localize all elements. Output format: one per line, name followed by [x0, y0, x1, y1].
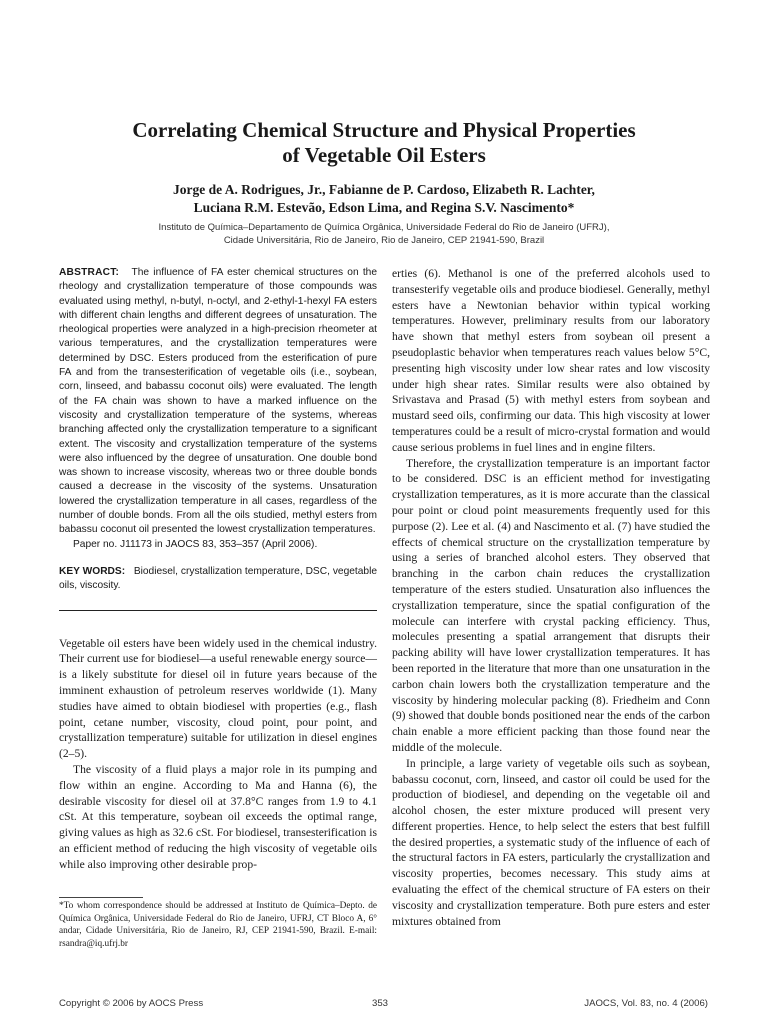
page-number: 353 — [372, 998, 389, 1009]
body-paragraph: In principle, a large variety of vegetable oils such as soybean, babassu coconut, corn, linseed, and castor oil could be used for the production of biodiesel, and depending on the vegetable oil and alcohol chosen, the ester mixture produced will present very different properties. Hence, to help select the esters that best fulfill the desired properties, a systematic study of the influence of each of the structural factors in FA esters, particularly the crystallization and viscosity properties, becomes necessary. This study aims at evaluating the effect of the chemical structure of FA esters on their viscosity and crystallization temperature. Both pure esters and ester mixtures obtained from — [392, 756, 710, 928]
affiliation-line-2: Cidade Universitária, Rio de Janeiro, Rio de Janeiro, CEP 21941-590, Brazil — [223, 235, 545, 246]
article-title — [0, 118, 768, 168]
footnote-divider — [59, 897, 143, 898]
section-divider — [59, 610, 377, 611]
body-paragraph: Therefore, the crystallization temperature is an important factor to be considered. DSC is an efficient method for investigating crystallization temperatures, as it is more accurate than the classical pour point or cloud point measurements frequently used for this purpose (2). Lee et al. (4) and Nascimento et al. (7) have studied the effects of chemical structure on the crystallization temperature by using a series of branched alcohol esters. They observed that branching in the carbon chain reduces the crystallization temperature of the esters studied. Unsaturation also influences the crystallization temperature, since the spatial configuration of the molecule can interfere with crystal packing efficiency. Thus, molecules presenting a spatial arrangement that disrupts their packing ability will have lower crystallization temperatures. It has been reported in the literature that more than one unsaturation in the carbon chain lowers both the crystallization temperature and the viscosity by hindering molecular packing (8). Friedheim and Conn (9) showed that double bonds positioned near the ends of the carbon chain enable a more efficient packing than those found near the middle of the molecule. — [392, 456, 710, 754]
body-paragraph: The viscosity of a fluid plays a major role in its pumping and flow within an engine. According to Ma and Hanna (6), the desirable viscosity for diesel oil at 37.8°C ranges from 1.9 to 4.1 cSt. At this temperature, soybean oil exceeds the optimal range, giving values as high as 32.6 cSt. For biodiesel, transesterification is an efficient method of reducing the high viscosity of vegetable oils while also improving other desirable prop- — [59, 762, 377, 871]
paper-number: Paper no. J11173 in JAOCS 83, 353–357 (April 2006). — [73, 538, 318, 550]
body-paragraph: erties (6). Methanol is one of the preferred alcohols used to transesterify vegetable oils and produce biodiesel. Generally, methyl esters have a Newtonian behavior within typical working temperatures. However, preliminary results from our laboratory have shown that methyl esters from soybean oil present a pseudoplastic behavior when temperatures reach values below 5°C, presenting high viscosity under low shear rates and low viscosity under high shear rates. Similar results were also obtained by Srivastava and Prasad (5) with methyl esters from soybean and mustard seed oils, confirming our data. This high viscosity at lower temperatures could be a result of micro-crystal formation and would cause serious problems in fuel lines and in engine filters. — [392, 267, 710, 454]
affiliation — [0, 221, 768, 247]
copyright-notice: Copyright © 2006 by AOCS Press — [59, 998, 204, 1009]
title-line-2: of Vegetable Oil Esters — [282, 143, 486, 167]
right-column — [392, 266, 710, 929]
keywords-label: KEY WORDS: — [59, 565, 126, 577]
keywords-text: Biodiesel, crystallization temperature, DSC, vegetable oils, viscosity. — [59, 565, 377, 592]
authors-line-2: Luciana R.M. Estevão, Edson Lima, and Regina S.V. Nascimento* — [193, 200, 575, 215]
title-line-1: Correlating Chemical Structure and Physical Properties — [132, 118, 636, 142]
authors-line-1: Jorge de A. Rodrigues, Jr., Fabianne de P. Cardoso, Elizabeth R. Lachter, — [173, 182, 595, 197]
affiliation-line-1: Instituto de Química–Departamento de Química Orgânica, Universidade Federal do Rio de Janeiro (UFRJ), — [158, 222, 610, 233]
left-column — [59, 266, 377, 872]
abstract — [59, 266, 377, 538]
body-paragraph: Vegetable oil esters have been widely used in the chemical industry. Their current use for biodiesel—a useful renewable energy source—is a likely substitute for diesel oil in future years because of the imminent exhaustion of petroleum reserves worldwide (1). Many studies have aimed to obtain biodiesel with properties (e.g., flash point, cetane number, viscosity, cloud point, pour point, and crystallization temperature) suitable for utilization in diesel engines (2–5). — [59, 636, 377, 761]
abstract-text: The influence of FA ester chemical structures on the rheology and crystallization temperature of those compounds was evaluated using methyl, n-butyl, n-octyl, and 2-ethyl-1-hexyl FA esters with different chain lengths and different degrees of unsaturation. The rheological properties were analyzed in a high-precision rheometer at various temperatures, and the crystallization temperatures were determined by DSC. Esters produced from the esterification of pure FA and from the transesterification of vegetable oils (i.e., soybean, corn, linseed, and babassu coconut oils) were evaluated. The length of the FA chain was shown to have a marked influence on the viscosity and crystallization temperature of the systems, whereas branching affected only the crystallization temperature to a significant extent. The viscosity and crystallization temperature of the systems were also influenced by the degree of unsaturation. One double bond was shown to increase viscosity, whereas two or three double bonds caused a decrease in the viscosity of the systems. Unsaturation lowered the crystallization temperature in all cases, regardless of the number of double bonds. From all the oils studied, methyl esters from babassu coconut oil presented the lowest crystallization temperatures. — [59, 267, 378, 536]
author-list — [0, 181, 768, 217]
correspondence-footnote: *To whom correspondence should be addressed at Instituto de Química–Depto. de Química Orgânica, Universidade Federal do Rio de Janeiro, UFRJ, CT Bloco A, 6° andar, Cidade Universitária, Rio de Janeiro, RJ, CEP 21941-590, Brazil. E-mail: rsandra@iq.ufrj.br — [59, 901, 377, 949]
abstract-label: ABSTRACT: — [59, 267, 120, 278]
header — [0, 118, 768, 247]
keywords — [59, 565, 377, 594]
journal-citation: JAOCS, Vol. 83, no. 4 (2006) — [584, 998, 708, 1009]
